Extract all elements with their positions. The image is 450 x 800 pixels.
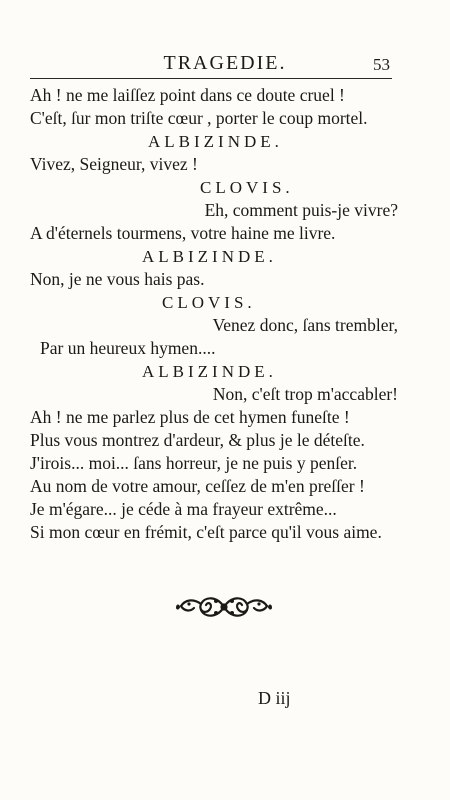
speaker-name: CLOVIS. <box>200 178 294 197</box>
floral-tailpiece-icon <box>175 592 273 622</box>
running-head <box>0 50 450 76</box>
verse-line: Au nom de votre amour, ceſſez de m'en preſſer ! <box>30 476 365 496</box>
verse-line: Eh, comment puis-je vivre? <box>204 200 398 220</box>
verse-line: Non, c'eſt trop m'accabler! <box>212 384 398 404</box>
page-number: 53 <box>373 55 390 74</box>
verse-line: C'eſt, ſur mon triſte cœur , porter le coup mortel. <box>30 108 368 128</box>
verse-line: Non, je ne vous hais pas. <box>30 269 205 289</box>
verse-line: Si mon cœur en frémit, c'eſt parce qu'il vous aime. <box>30 522 382 542</box>
verse-line: Ah ! ne me parlez plus de cet hymen funeſte ! <box>30 407 350 427</box>
verse-line: J'irois... moi... ſans horreur, je ne puis y penſer. <box>30 453 358 473</box>
verse-line: Plus vous montrez d'ardeur, & plus je le déteſte. <box>30 430 365 450</box>
speaker-name: CLOVIS. <box>162 293 256 312</box>
verse-line: Vivez, Seigneur, vivez ! <box>30 154 198 174</box>
verse-line: Je m'égare... je céde à ma frayeur extrême... <box>30 499 337 519</box>
verse-line: Ah ! ne me laiſſez point dans ce doute cruel ! <box>30 85 345 105</box>
verse-text <box>30 84 398 544</box>
speaker-name: ALBIZINDE. <box>142 247 277 266</box>
header-rule <box>30 78 392 79</box>
running-title: TRAGEDIE. <box>163 52 287 74</box>
speaker-name: ALBIZINDE. <box>148 132 283 151</box>
verse-line: Par un heureux hymen.... <box>40 338 216 358</box>
verse-line: A d'éternels tourmens, votre haine me livre. <box>30 223 336 243</box>
speaker-name: ALBIZINDE. <box>142 362 277 381</box>
signature-mark: D iij <box>258 688 291 708</box>
verse-line: Venez donc, ſans trembler, <box>212 315 398 335</box>
